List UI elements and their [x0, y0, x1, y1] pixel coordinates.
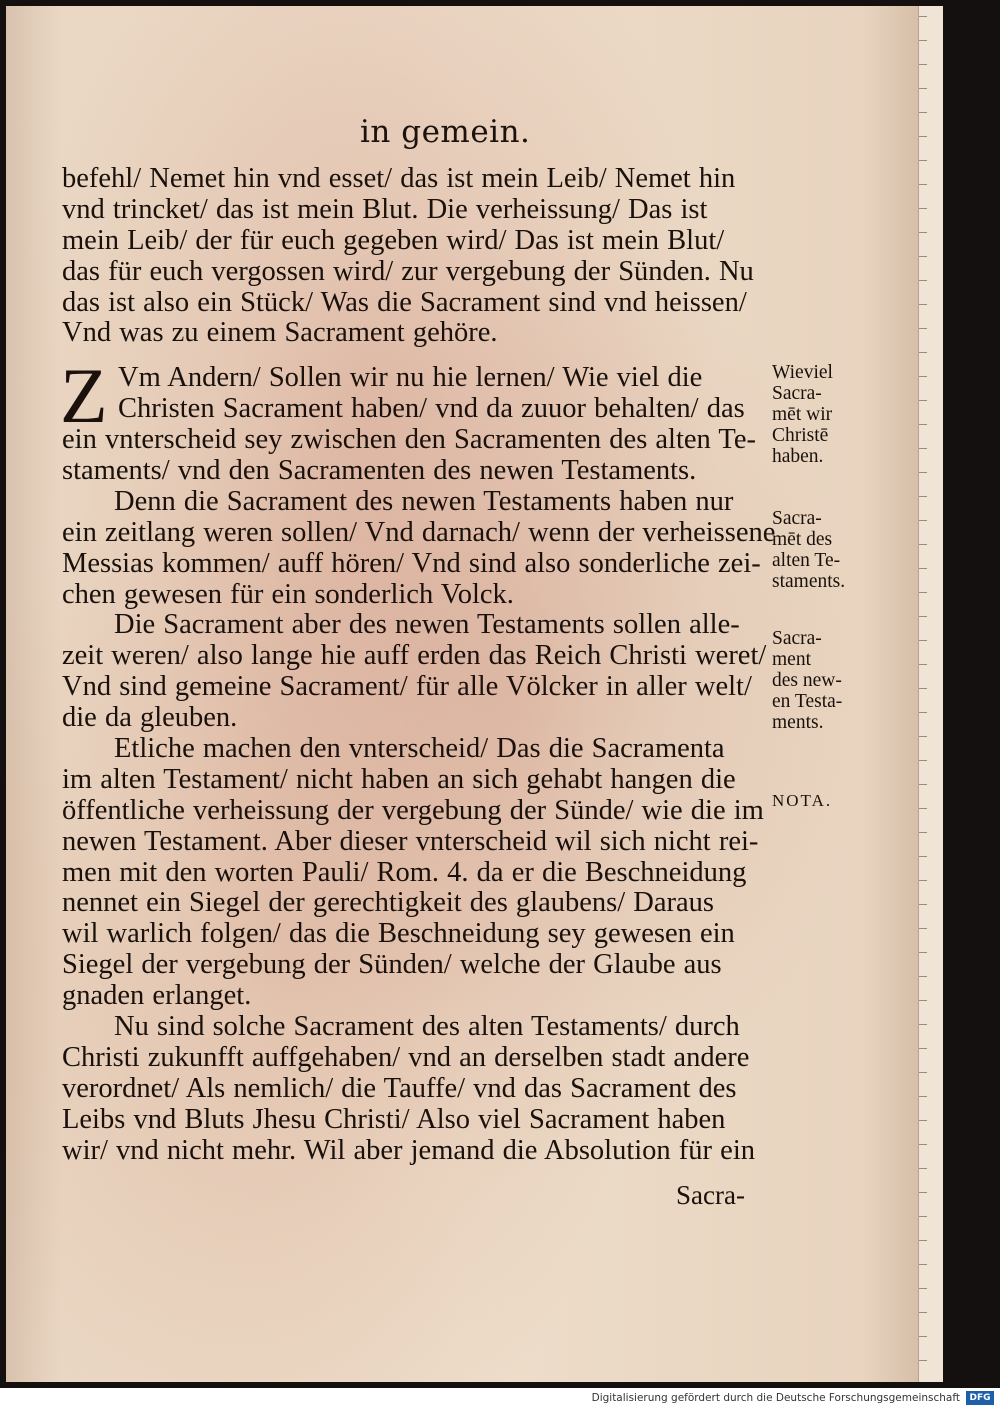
text-line: staments/ vnd den Sacramenten des newen Testaments.	[62, 455, 697, 487]
text-line: men mit den worten Pauli/ Rom. 4. da er die Beschneidung	[62, 856, 747, 888]
text-line: mein Leib/ der für euch gegeben wird/ Das ist mein Blut/	[62, 224, 725, 256]
ruler-tick	[919, 976, 927, 977]
ruler-tick	[919, 1168, 927, 1169]
text-line: chen gewesen für ein sonderlich Volck.	[62, 578, 514, 610]
ruler-tick	[919, 688, 927, 689]
marginal-line: ments.	[772, 712, 824, 733]
ruler-tick	[919, 1312, 927, 1313]
ruler-tick	[919, 784, 927, 785]
text-line: das für euch vergossen wird/ zur vergebung der Sünden. Nu	[62, 255, 754, 287]
ruler-tick	[919, 424, 927, 425]
text-line: newen Testament. Aber dieser vnterscheid wil sich nicht rei-	[62, 825, 759, 857]
text-line: Nu sind solche Sacrament des alten Testaments/ durch	[114, 1011, 740, 1043]
ruler-tick	[919, 88, 927, 89]
ruler-tick	[919, 952, 927, 953]
ruler-tick	[919, 328, 927, 329]
marginal-line: staments.	[772, 571, 846, 592]
ruler-tick	[919, 736, 927, 737]
marginal-line: Sacra-	[772, 383, 822, 404]
ruler-tick	[919, 1048, 927, 1049]
ruler-tick	[919, 472, 927, 473]
marginal-line: Sacra-	[772, 628, 822, 649]
ruler-tick	[919, 1288, 927, 1289]
ruler-tick	[919, 112, 927, 113]
marginal-line: mēt des	[772, 529, 833, 550]
text-line: Die Sacrament aber des newen Testaments sollen alle-	[114, 609, 740, 641]
ruler-tick	[919, 568, 927, 569]
ruler-tick	[919, 760, 927, 761]
ruler-tick	[919, 1336, 927, 1337]
ruler-tick	[919, 64, 927, 65]
paragraph-4	[62, 610, 772, 734]
ruler-tick	[919, 1144, 927, 1145]
text-line: ein vnterscheid sey zwischen den Sacramenten des alten Te-	[62, 424, 756, 456]
ruler-tick	[919, 1264, 927, 1265]
paragraph-6	[62, 1012, 772, 1166]
ruler-tick	[919, 1360, 927, 1361]
text-line: verordnet/ Als nemlich/ die Tauffe/ vnd das Sacrament des	[62, 1072, 737, 1104]
ruler-tick	[919, 832, 927, 833]
ruler-tick	[919, 544, 927, 545]
ruler-tick	[919, 880, 927, 881]
ruler-tick	[919, 208, 927, 209]
ruler-tick	[919, 616, 927, 617]
paragraph-3	[62, 485, 776, 611]
ruler-tick	[919, 1000, 927, 1001]
text-line: vnd trincket/ das ist mein Blut. Die verheissung/ Das ist	[62, 193, 708, 225]
ruler-tick	[919, 520, 927, 521]
ruler-tick	[919, 256, 927, 257]
marginal-line: Sacra-	[772, 508, 822, 529]
ruler-tick	[919, 136, 927, 137]
ruler-tick	[919, 232, 927, 233]
footer-bar	[0, 1388, 1000, 1409]
ruler-tick	[919, 640, 927, 641]
text-line: öffentliche verheissung der vergebung der Sünde/ wie die im	[62, 794, 764, 826]
ruler-tick	[919, 1096, 927, 1097]
ruler-tick	[919, 928, 927, 929]
text-line: wir/ vnd nicht mehr. Wil aber jemand die Absolution für ein	[62, 1134, 755, 1166]
marginal-line: Christē	[772, 425, 829, 446]
marginal-note-3	[772, 628, 876, 733]
ruler-tick	[919, 592, 927, 593]
text-line: Vnd was zu einem Sacrament gehöre.	[62, 317, 498, 349]
ruler-tick	[919, 856, 927, 857]
paragraph-5	[62, 734, 772, 1012]
paragraph-1	[62, 164, 772, 349]
ruler-tick	[919, 712, 927, 713]
marginal-note-nota	[772, 790, 876, 811]
ruler-tick	[919, 1072, 927, 1073]
ruler-tick	[919, 280, 927, 281]
ruler-tick	[919, 352, 927, 353]
marginal-line: ment	[772, 649, 811, 670]
decorated-initial: Z	[60, 352, 108, 440]
running-head: in gemein.	[360, 114, 531, 150]
text-line: Leibs vnd Bluts Jhesu Christi/ Also viel Sacrament haben	[62, 1103, 726, 1135]
ruler-tick	[919, 1240, 927, 1241]
catchword: Sacra-	[676, 1180, 745, 1210]
ruler-tick	[919, 1120, 927, 1121]
text-line: Christen Sacrament haben/ vnd da zuuor behalten/ das	[118, 393, 745, 425]
dfg-logo-icon: DFG	[966, 1391, 994, 1405]
ruler-tick	[919, 448, 927, 449]
ruler-tick	[919, 400, 927, 401]
text-line: Messias kommen/ auff hören/ Vnd sind also sonderliche zei-	[62, 547, 761, 579]
ruler-tick	[919, 16, 927, 17]
marginal-note-2	[772, 508, 876, 592]
text-line: Vm Andern/ Sollen wir nu hie lernen/ Wie viel die	[118, 362, 703, 394]
ruler-tick	[919, 376, 927, 377]
text-line: Christi zukunfft auffgehaben/ vnd an derselben stadt andere	[62, 1041, 750, 1073]
ruler-tick	[919, 304, 927, 305]
text-line: Vnd sind gemeine Sacrament/ für alle Völcker in aller welt/	[62, 671, 752, 703]
text-line: befehl/ Nemet hin vnd esset/ das ist mein Leib/ Nemet hin	[62, 163, 736, 194]
text-line: das ist also ein Stück/ Was die Sacrament sind vnd heissen/	[62, 286, 747, 318]
ruler-tick	[919, 664, 927, 665]
ruler-tick	[919, 40, 927, 41]
text-line: nennet ein Siegel der gerechtigkeit des glaubens/ Daraus	[62, 887, 714, 919]
ruler-tick	[919, 160, 927, 161]
text-line: ein zeitlang weren sollen/ Vnd darnach/ wenn der verheissene	[62, 516, 776, 548]
marginal-line: des new-	[772, 670, 842, 691]
ruler-tick	[919, 184, 927, 185]
ruler-tick	[919, 808, 927, 809]
marginal-line: Wieviel	[772, 362, 833, 383]
main-text-block	[60, 163, 776, 1167]
ruler-tick	[919, 1192, 927, 1193]
marginal-line: NOTA.	[772, 791, 833, 810]
text-line: wil warlich folgen/ das die Beschneidung sey gewesen ein	[62, 918, 735, 950]
text-line: Etliche machen den vnterscheid/ Das die Sacramenta	[114, 733, 725, 765]
text-line: im alten Testament/ nicht haben an sich gehabt hangen die	[62, 763, 736, 795]
ruler-tick	[919, 1216, 927, 1217]
text-line: Siegel der vergebung der Sünden/ welche der Glaube aus	[62, 949, 722, 981]
ruler-tick	[919, 1024, 927, 1025]
scan-ruler-edge	[918, 6, 943, 1382]
ruler-tick	[919, 496, 927, 497]
text-line: zeit weren/ also lange hie auff erden das Reich Christi weret/	[62, 640, 767, 672]
text-line: die da gleuben.	[62, 702, 238, 734]
marginal-line: haben.	[772, 446, 824, 467]
marginal-line: alten Te-	[772, 550, 841, 571]
marginal-note-1	[772, 362, 876, 467]
text-line: gnaden erlanget.	[62, 980, 252, 1012]
funding-credit: Digitalisierung gefördert durch die Deutsche Forschungsgemeinschaft	[591, 1392, 960, 1404]
ruler-tick	[919, 904, 927, 905]
marginal-line: mēt wir	[772, 404, 833, 425]
marginal-line: en Testa-	[772, 691, 843, 712]
text-line: Denn die Sacrament des newen Testaments haben nur	[114, 485, 734, 517]
paragraph-2	[60, 352, 772, 487]
